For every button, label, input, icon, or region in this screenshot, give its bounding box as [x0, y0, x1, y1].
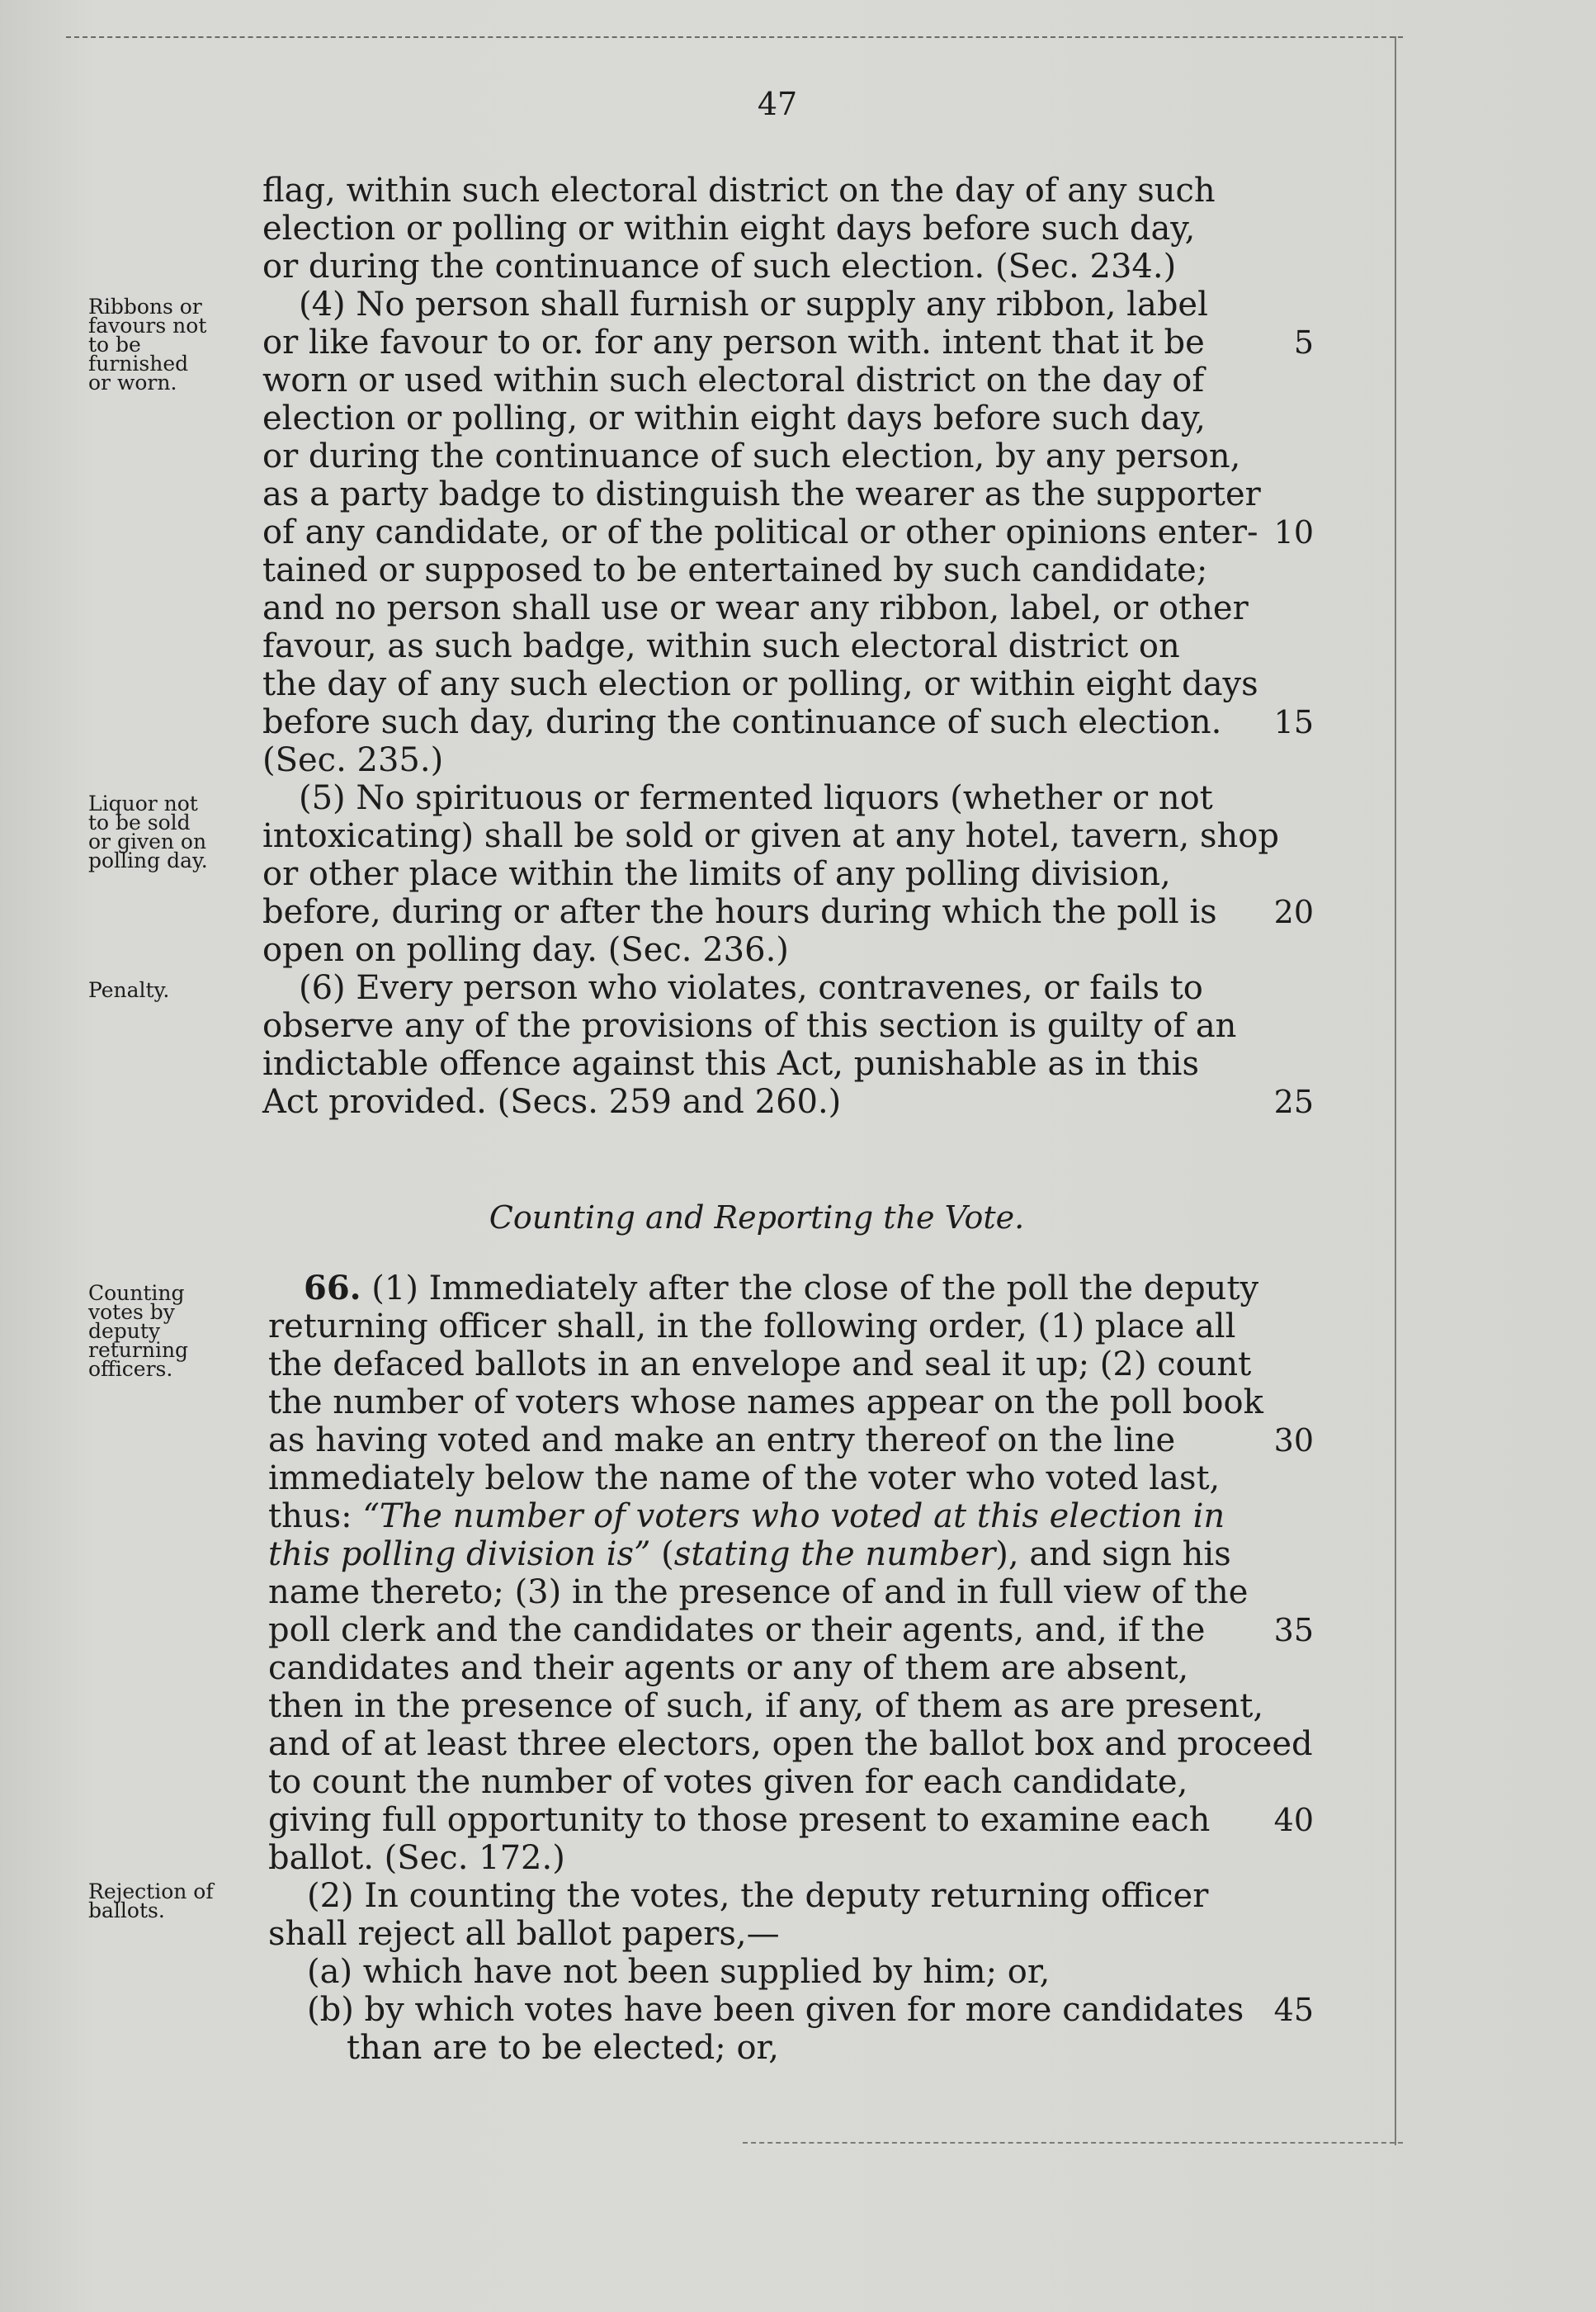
- text-line: to count the number of votes given for each candidate,: [268, 1763, 1188, 1801]
- text-line: ballot. (Sec. 172.): [268, 1839, 565, 1877]
- text-line: (b) by which votes have been given for more candidates: [307, 1991, 1244, 2029]
- text-line: intoxicating) shall be sold or given at any hotel, tavern, shop: [262, 817, 1279, 855]
- text-line: favour, as such badge, within such electoral district on: [262, 627, 1180, 665]
- text-line: and of at least three electors, open the ballot box and proceed: [268, 1725, 1313, 1763]
- text-line: or like favour to or. for any person with. intent that it be: [262, 324, 1205, 362]
- line-number: 25: [1273, 1084, 1314, 1120]
- text-line: (4) No person shall furnish or supply any ribbon, label: [299, 286, 1208, 324]
- line-number: 5: [1293, 324, 1314, 361]
- page-edge-top: [66, 36, 1403, 38]
- margin-note-counting: Counting votes by deputy returning officers.: [88, 1281, 189, 1381]
- text-line: thus: “The number of voters who voted at this election in: [268, 1497, 1225, 1535]
- line-number: 20: [1273, 894, 1314, 930]
- text-line: and no person shall use or wear any ribbon, label, or other: [262, 589, 1249, 627]
- line-number: 35: [1273, 1612, 1314, 1648]
- text-line: giving full opportunity to those present to examine each: [268, 1801, 1211, 1839]
- text-line: open on polling day. (Sec. 236.): [262, 931, 789, 969]
- text-line: candidates and their agents or any of them are absent,: [268, 1649, 1189, 1687]
- text-line: returning officer shall, in the following order, (1) place all: [268, 1307, 1236, 1345]
- text-line: worn or used within such electoral district on the day of: [262, 362, 1205, 400]
- text-line: or other place within the limits of any polling division,: [262, 855, 1171, 893]
- text-line: Act provided. (Secs. 259 and 260.): [262, 1083, 842, 1121]
- page-edge-bottom: [743, 2142, 1403, 2144]
- text-line: election or polling or within eight days before such day,: [262, 210, 1196, 248]
- page-edge-right: [1395, 36, 1396, 2145]
- text-line: than are to be elected; or,: [347, 2029, 779, 2067]
- margin-note-ribbons: Ribbons or favours not to be furnished or worn.: [88, 295, 207, 395]
- line-number: 10: [1273, 514, 1314, 551]
- text-line: poll clerk and the candidates or their agents, and, if the: [268, 1611, 1206, 1649]
- text-line: flag, within such electoral district on the day of any such: [262, 172, 1216, 210]
- text-line: tained or supposed to be entertained by such candidate;: [262, 551, 1208, 589]
- text-line: immediately below the name of the voter who voted last,: [268, 1459, 1221, 1497]
- line-number: 40: [1273, 1802, 1314, 1838]
- text-line: as having voted and make an entry thereof on the line: [268, 1421, 1176, 1459]
- text-line: (6) Every person who violates, contravenes, or fails to: [299, 969, 1203, 1007]
- text-line: election or polling, or within eight days before such day,: [262, 400, 1206, 437]
- margin-note-penalty: Penalty.: [88, 978, 170, 1002]
- text-line: before, during or after the hours during which the poll is: [262, 893, 1217, 931]
- text-line: the day of any such election or polling, or within eight days: [262, 665, 1258, 703]
- margin-note-liquor: Liquor not to be sold or given on polling day.: [88, 792, 208, 872]
- text-line: (5) No spirituous or fermented liquors (whether or not: [299, 779, 1213, 817]
- text-line: or during the continuance of such election, by any person,: [262, 437, 1241, 475]
- text-line: the number of voters whose names appear on the poll book: [268, 1383, 1263, 1421]
- line-number: 45: [1273, 1992, 1314, 2028]
- margin-note-rejection: Rejection of ballots.: [88, 1879, 214, 1922]
- text-line: of any candidate, or of the political or other opinions enter-: [262, 513, 1258, 551]
- text-line: or during the continuance of such election. (Sec. 234.): [262, 248, 1177, 286]
- text-line: shall reject all ballot papers,—: [268, 1915, 780, 1953]
- text-line: (Sec. 235.): [262, 741, 444, 779]
- text-line: (a) which have not been supplied by him; or,: [307, 1953, 1051, 1991]
- section-heading: Counting and Reporting the Vote.: [489, 1199, 1025, 1236]
- text-line: observe any of the provisions of this section is guilty of an: [262, 1007, 1237, 1045]
- text-line: name thereto; (3) in the presence of and in full view of the: [268, 1573, 1249, 1611]
- text-line: before such day, during the continuance of such election.: [262, 703, 1222, 741]
- text-line: the defaced ballots in an envelope and seal it up; (2) count: [268, 1345, 1252, 1383]
- line-number: 15: [1273, 704, 1314, 740]
- text-line: then in the presence of such, if any, of them as are present,: [268, 1687, 1264, 1725]
- text-line: (2) In counting the votes, the deputy returning officer: [307, 1877, 1209, 1915]
- text-line: as a party badge to distinguish the wearer as the supporter: [262, 475, 1261, 513]
- page-number: 47: [757, 86, 798, 122]
- line-number: 30: [1273, 1422, 1314, 1459]
- section-number: 66.: [304, 1269, 361, 1307]
- text-line: indictable offence against this Act, punishable as in this: [262, 1045, 1199, 1083]
- text-line: 66. (1) Immediately after the close of the poll the deputy: [304, 1269, 1259, 1307]
- text-line: this polling division is” (stating the number), and sign his: [268, 1535, 1231, 1573]
